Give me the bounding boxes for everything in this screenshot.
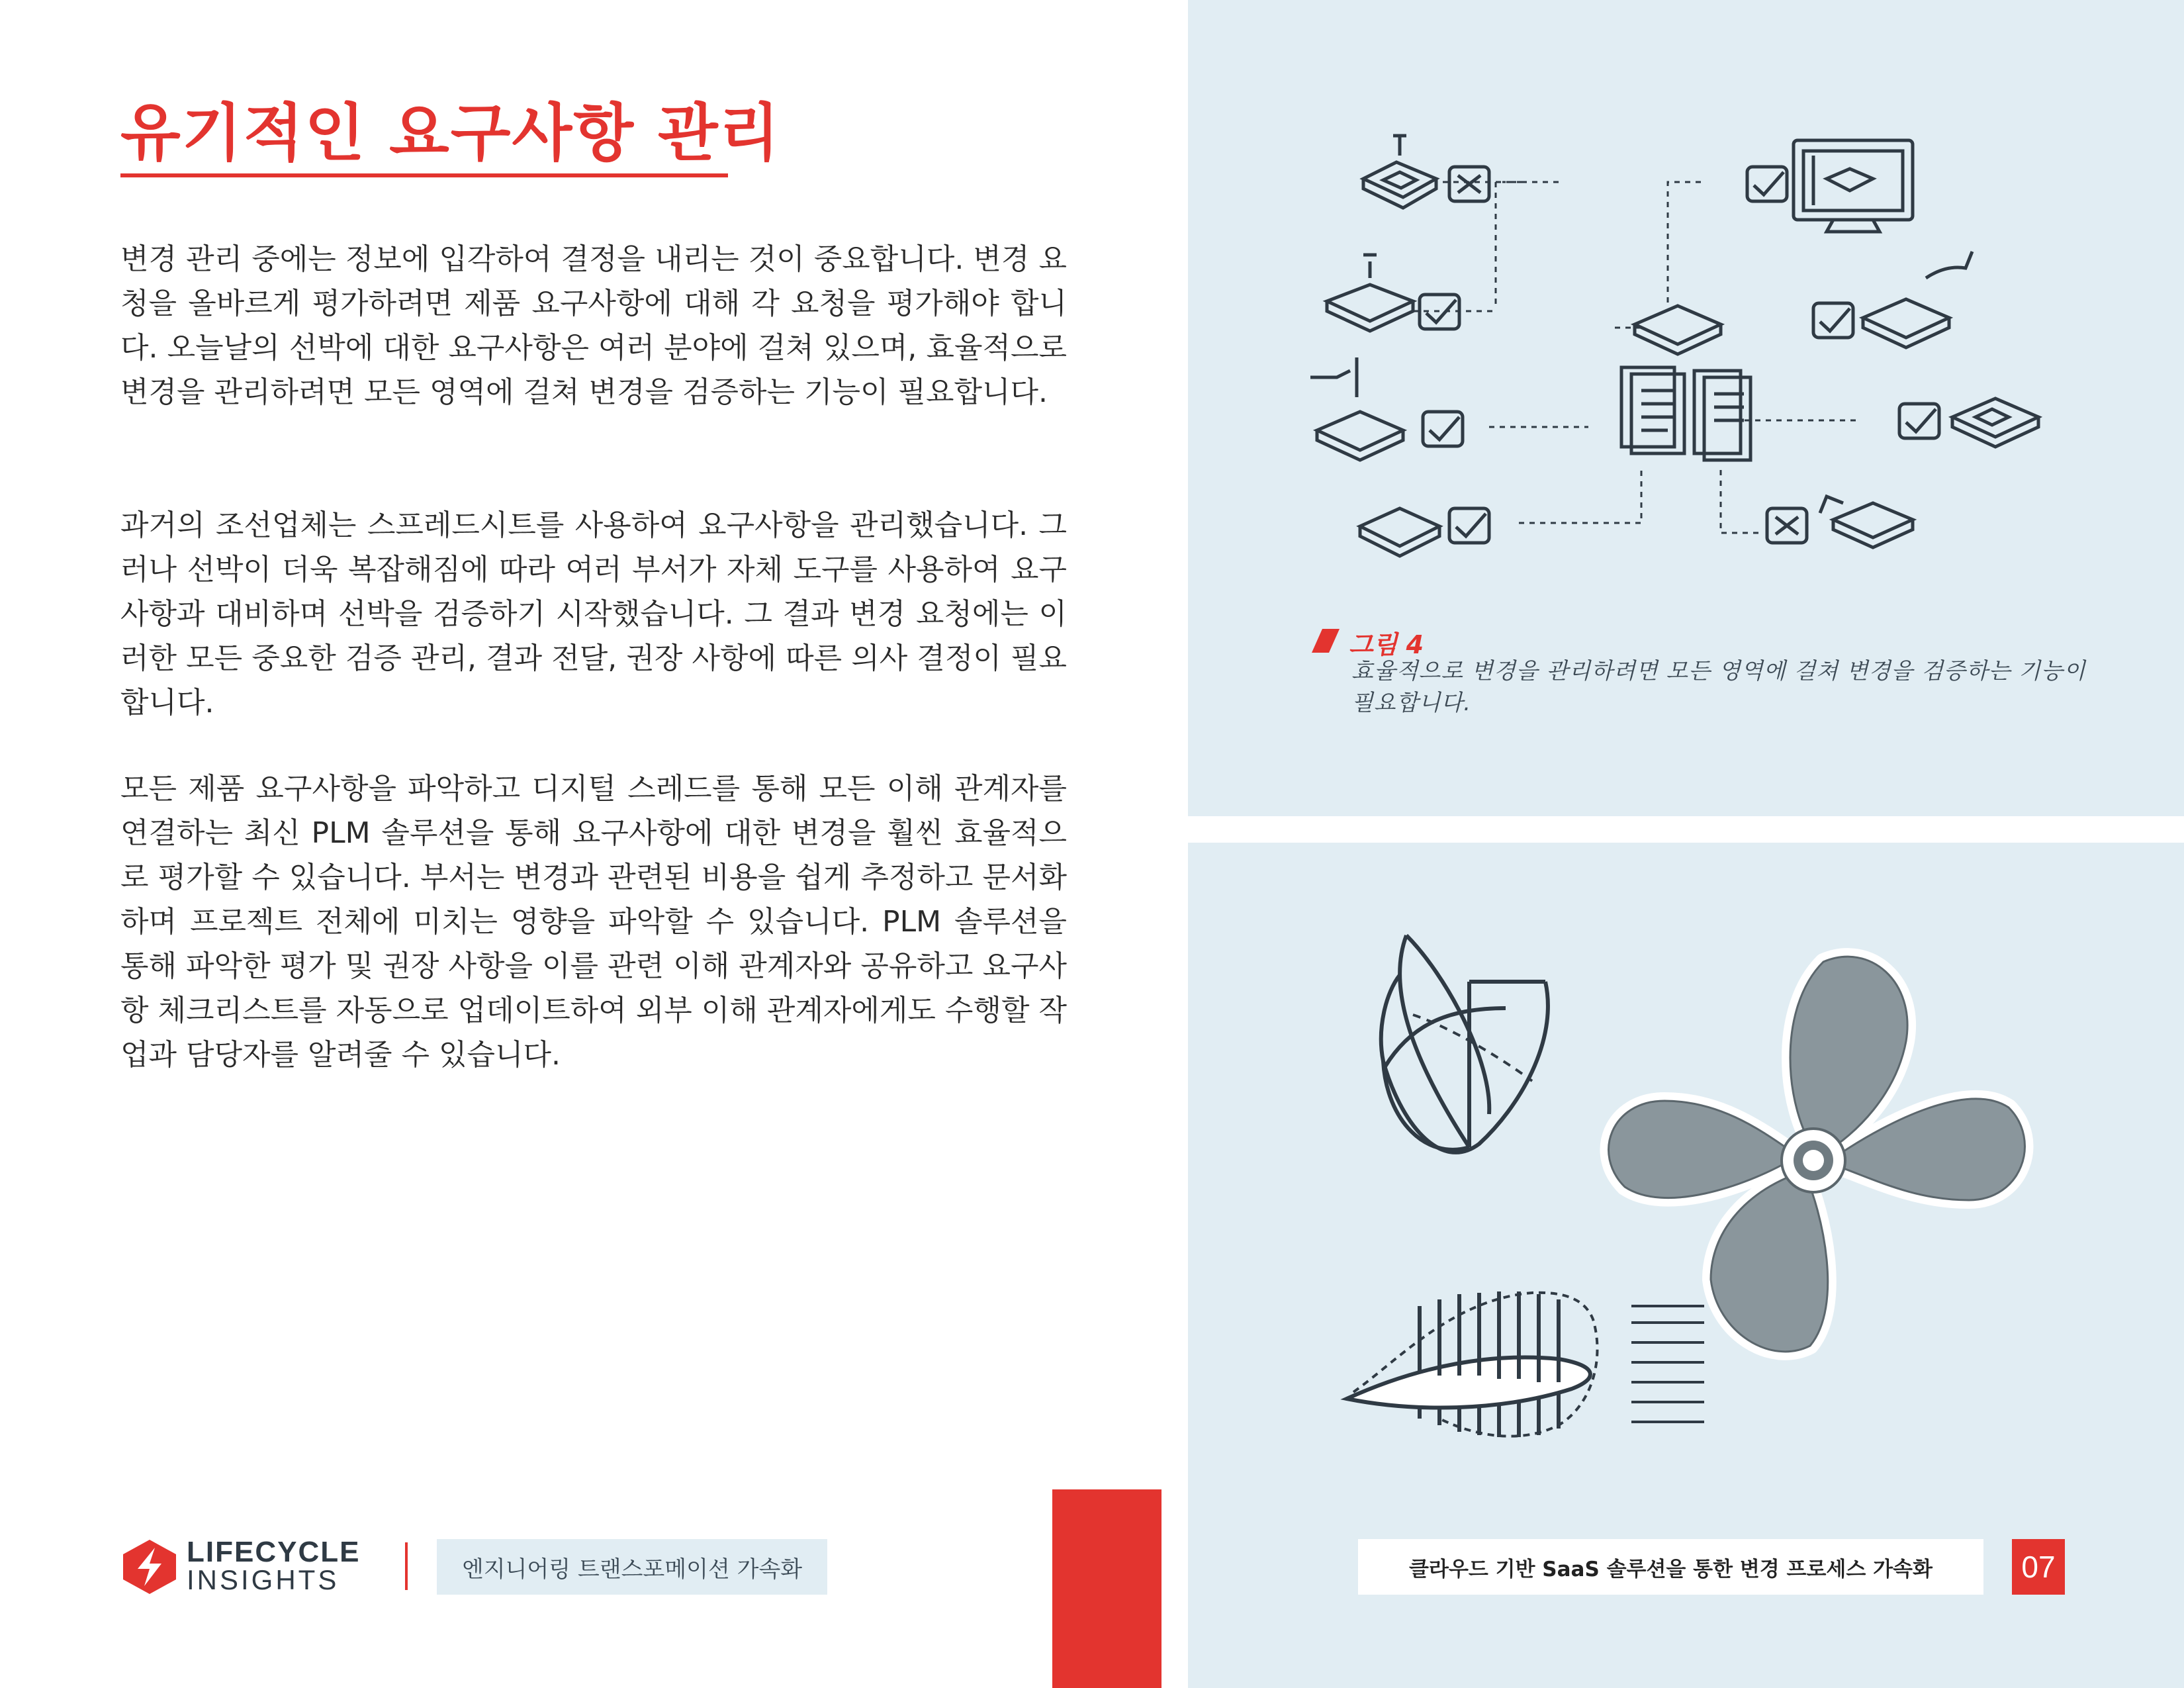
cross-mark — [1458, 175, 1480, 193]
tray-icon — [1863, 252, 1972, 348]
requirements-network-diagram — [1297, 126, 2078, 569]
airfoil-icon — [1347, 1291, 1598, 1437]
caption-slash-icon — [1312, 629, 1340, 653]
tray-icon — [1360, 508, 1439, 556]
tray-icon — [1317, 412, 1403, 460]
body-paragraph-2: 과거의 조선업체는 스프레드시트를 사용하여 요구사항을 관리했습니다. 그러나 선박이 더욱 복잡해짐에 따라 여러 부서가 자체 도구를 사용하여 요구사항과 대비하며 선박을 검증하기 시작했습니다. 그 결과 변경 요청에는 이러한 모든 중요한 검증 관리, 결과 전달, 권장 사항에 따른 의사 결정이 필요합니다. — [120, 508, 1067, 720]
page-title: 유기적인 요구사항 관리 — [120, 97, 781, 169]
flow-lines-icon — [1631, 1306, 1704, 1422]
blade-section-icon — [1381, 935, 1548, 1152]
logo-line-1: LIFECYCLE — [187, 1536, 361, 1568]
footer-document-title: 클라우드 기반 SaaS 솔루션을 통한 변경 프로세스 가속화 — [1358, 1539, 1983, 1595]
document-stack-icon — [1621, 367, 1751, 460]
logo-mark-icon — [120, 1538, 179, 1595]
title-underline — [120, 173, 728, 177]
check-mark — [1754, 172, 1784, 195]
tray-icon — [1952, 399, 2038, 447]
check-icon — [1899, 404, 1939, 438]
body-paragraph-1: 변경 관리 중에는 정보에 입각하여 결정을 내리는 것이 중요합니다. 변경 요청을 올바르게 평가하려면 제품 요구사항에 대해 각 요청을 평가해야 합니다. 오늘날의 선박에 대한 요구사항은 여러 분야에 걸쳐 있으며, 효율적으로 변경을 관리하려면 모든 영역에 걸쳐 변경을 검증하는 기능이 필요합니다. — [120, 242, 1067, 409]
check-icon — [1449, 508, 1489, 543]
tray-icon — [1635, 306, 1721, 354]
propeller-illustration — [1188, 843, 2184, 1505]
tray-icon — [1363, 136, 1436, 208]
propeller-icon — [1609, 957, 2025, 1352]
figure-caption: 효율적으로 변경을 관리하려면 모든 영역에 걸쳐 변경을 검증하는 기능이 필요합니다. — [1351, 658, 2086, 716]
check-icon — [1747, 167, 1787, 201]
check-icon — [1813, 303, 1853, 338]
lifecycle-insights-logo — [120, 1537, 398, 1597]
wrench-icon — [1310, 357, 1357, 397]
check-icon — [1423, 412, 1463, 446]
page-edge-accent — [1052, 1489, 1161, 1688]
footer-series-label: 엔지니어링 트랜스포메이션 가속화 — [437, 1539, 827, 1595]
figure-label: 그림 4 — [1349, 630, 1424, 659]
footer-divider — [405, 1542, 408, 1590]
logo-line-2: INSIGHTS — [187, 1564, 340, 1595]
monitor-icon — [1794, 140, 1913, 232]
tray-icon — [1820, 496, 1913, 547]
page-number: 07 — [2012, 1539, 2065, 1595]
tray-icon — [1327, 255, 1413, 331]
body-paragraph-3: 모든 제품 요구사항을 파악하고 디지털 스레드를 통해 모든 이해 관계자를 연결하는 최신 PLM 솔루션을 통해 요구사항에 대한 변경을 훨씬 효율적으로 평가할 수 있습니다. 부서는 변경과 관련된 비용을 쉽게 추정하고 문서화하며 프로젝트 전체에 미치는 영향을 파악할 수 있습니다. PLM 솔루션을 통해 파악한 평가 및 권장 사항을 이를 관련 이해 관계자와 공유하고 요구사항 체크리스트를 자동으로 업데이트하여 외부 이해 관계자에게도 수행할 작업과 담당자를 알려줄 수 있습니다. — [120, 772, 1067, 1072]
